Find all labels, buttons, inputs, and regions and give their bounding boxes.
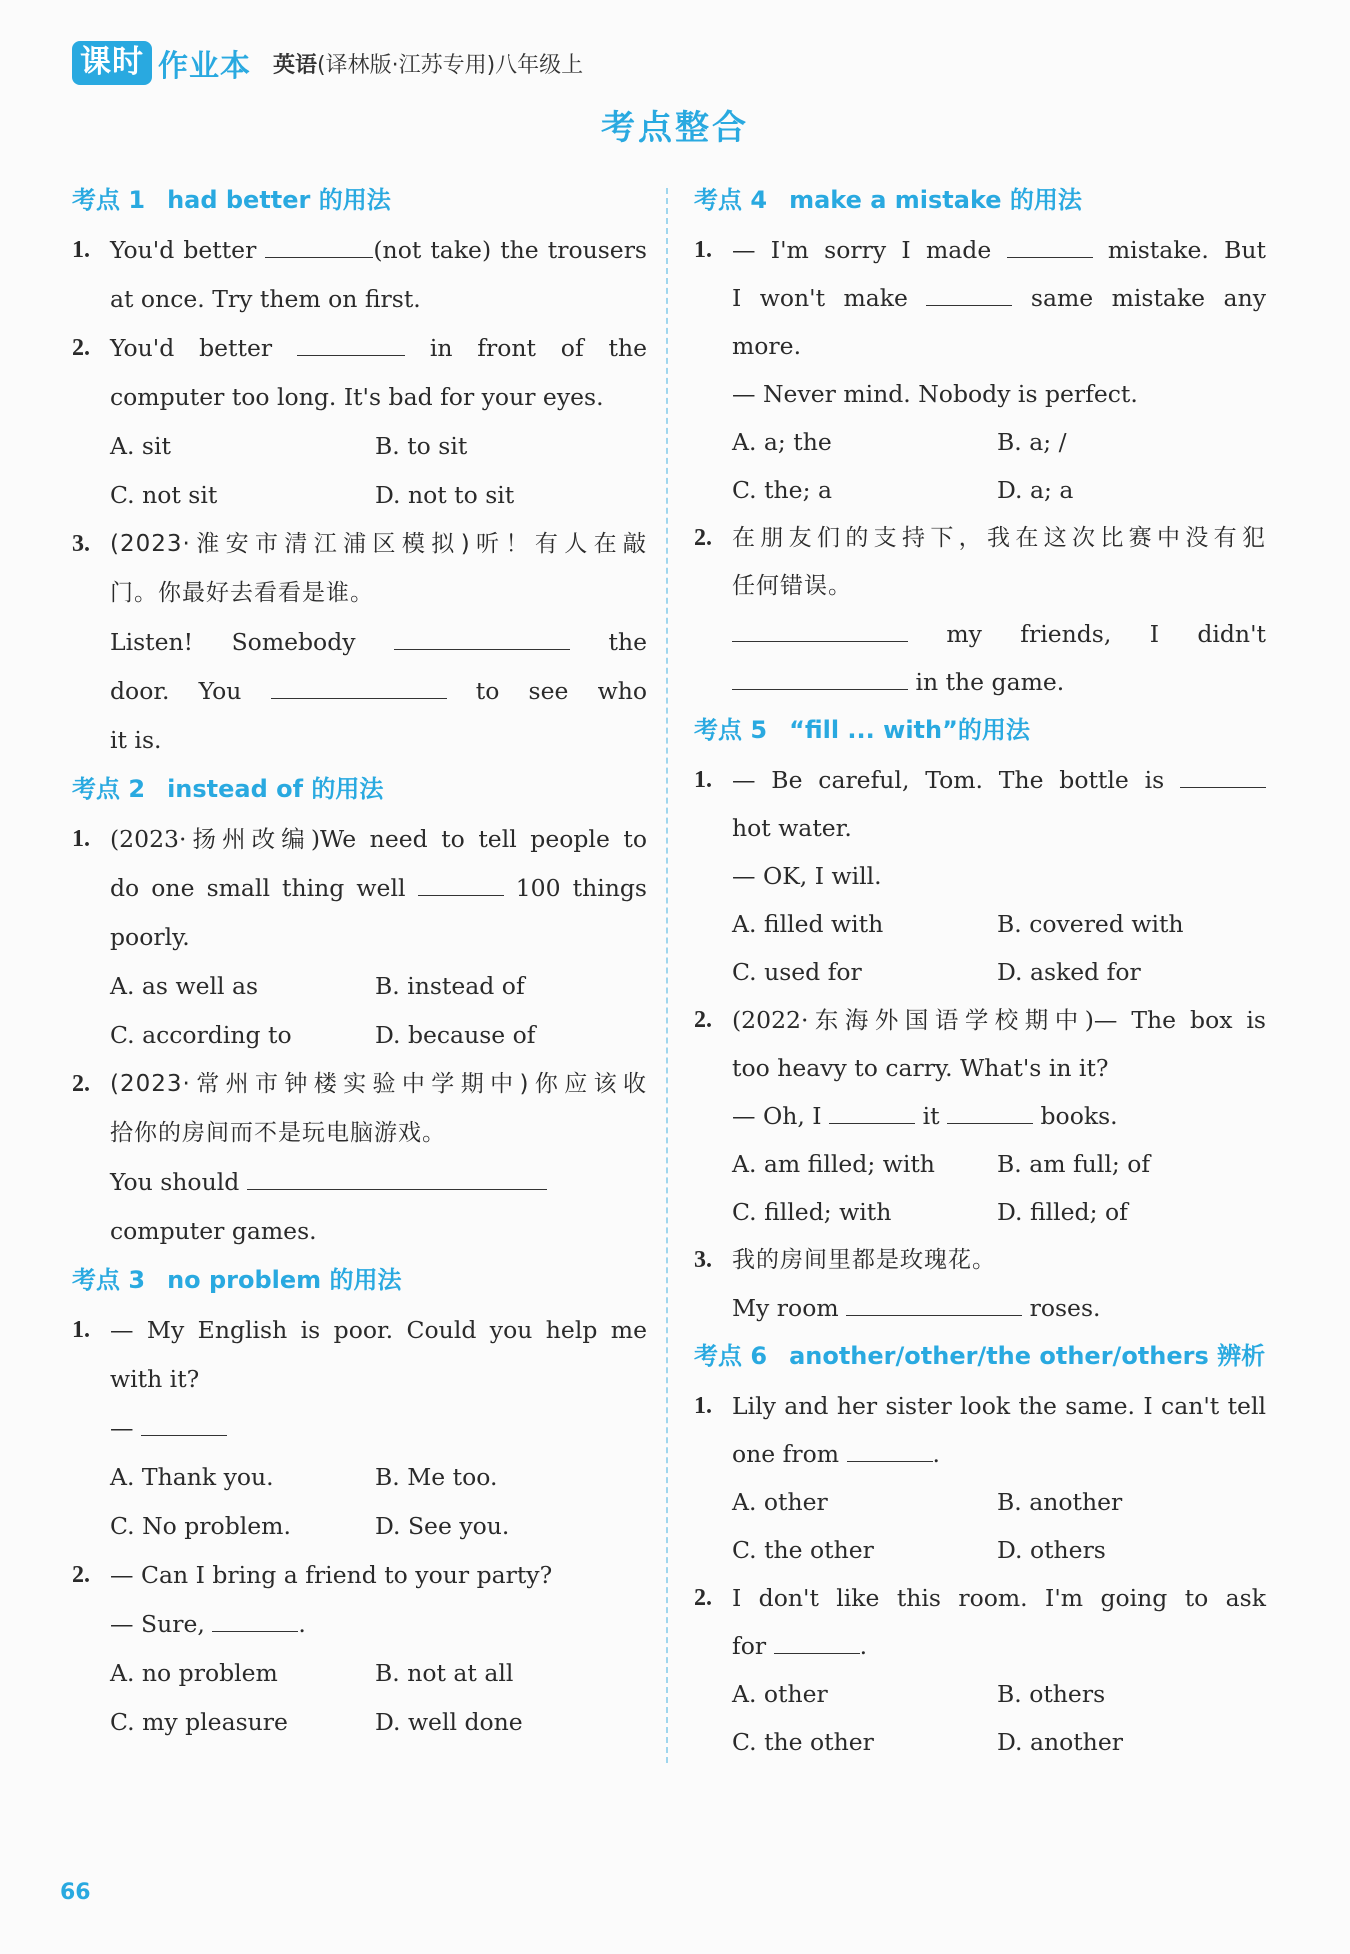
question xyxy=(72,1306,647,1551)
option-a[interactable]: A. a; the xyxy=(732,428,832,456)
question xyxy=(694,514,1266,706)
options-row xyxy=(732,1140,1266,1188)
options-row xyxy=(732,1188,1266,1236)
option-c[interactable]: C. the; a xyxy=(732,476,832,504)
option-d[interactable]: D. well done xyxy=(375,1708,523,1736)
question-text: 拾你的房间而不是玩电脑游戏。 xyxy=(110,1120,446,1146)
option-d[interactable]: D. others xyxy=(997,1536,1106,1564)
section-heading xyxy=(72,1258,647,1302)
question-number: 2. xyxy=(694,1007,712,1033)
question-text: — Be careful, Tom. The bottle is xyxy=(732,766,1165,794)
option-c[interactable]: C. filled; with xyxy=(732,1198,892,1226)
answer-blank[interactable] xyxy=(926,277,1012,306)
question-text: (2023·淮安市清江浦区模拟)听！有人在敲 xyxy=(110,531,647,557)
question xyxy=(72,226,647,324)
option-a[interactable]: A. other xyxy=(732,1488,828,1516)
question-text: — Never mind. Nobody is perfect. xyxy=(732,380,1138,408)
brand-name: 作业本 xyxy=(158,49,251,84)
answer-blank[interactable] xyxy=(829,1095,915,1124)
option-c[interactable]: C. according to xyxy=(110,1021,292,1049)
answer-blank[interactable] xyxy=(265,229,373,258)
question-text: (2023·常州市钟楼实验中学期中)你应该收 xyxy=(110,1071,647,1097)
answer-blank[interactable] xyxy=(1180,759,1266,788)
options-row xyxy=(110,1011,647,1060)
option-b[interactable]: B. others xyxy=(997,1680,1106,1708)
option-c[interactable]: C. the other xyxy=(732,1728,874,1756)
section-heading xyxy=(72,178,647,222)
question-text: 任何错误。 xyxy=(732,573,852,599)
answer-blank[interactable] xyxy=(141,1407,227,1436)
question-text: in the game. xyxy=(915,668,1065,696)
question xyxy=(72,1060,647,1256)
option-b[interactable]: B. am full; of xyxy=(997,1150,1151,1178)
question-text: roses. xyxy=(1029,1294,1101,1322)
question-text: one from xyxy=(732,1440,840,1468)
question-text: hot water. xyxy=(732,814,852,842)
section-title: make a mistake 的用法 xyxy=(789,186,1082,214)
option-c[interactable]: C. not sit xyxy=(110,481,218,509)
question-text: You'd better xyxy=(110,334,273,362)
question-text: Lily and her sister look the same. I can't tell xyxy=(732,1392,1266,1420)
section-title: instead of 的用法 xyxy=(167,775,384,803)
section-heading xyxy=(694,708,1266,752)
section-number: 考点 6 xyxy=(694,1342,768,1370)
section-heading xyxy=(694,1334,1266,1378)
question-number: 2. xyxy=(72,335,90,361)
question-text: You'd better xyxy=(110,236,257,264)
question-text: books. xyxy=(1040,1102,1118,1130)
option-a[interactable]: A. no problem xyxy=(110,1659,278,1687)
question-text: to see who xyxy=(475,677,647,705)
question-text: — My English is poor. Could you help me xyxy=(110,1316,647,1344)
question-number: 1. xyxy=(72,1317,90,1343)
question-number: 2. xyxy=(72,1562,90,1588)
option-a[interactable]: A. Thank you. xyxy=(110,1463,274,1491)
option-b[interactable]: B. another xyxy=(997,1488,1123,1516)
section-heading xyxy=(694,178,1266,222)
section-title: had better 的用法 xyxy=(167,186,391,214)
question-text: — xyxy=(110,1414,134,1442)
question-text: do one small thing well xyxy=(110,874,406,902)
edition: (译林版·江苏专用)八年级上 xyxy=(317,52,584,78)
section-title: “fill ... with”的用法 xyxy=(789,716,1030,744)
answer-blank[interactable] xyxy=(394,621,570,650)
question-number: 2. xyxy=(694,525,712,551)
options-row xyxy=(732,466,1266,514)
question-number: 2. xyxy=(694,1585,712,1611)
options-row xyxy=(732,900,1266,948)
option-a[interactable]: A. am filled; with xyxy=(732,1150,935,1178)
answer-blank[interactable] xyxy=(774,1625,860,1654)
section-number: 考点 5 xyxy=(694,716,768,744)
question xyxy=(694,226,1266,514)
option-c[interactable]: C. the other xyxy=(732,1536,874,1564)
option-a[interactable]: A. other xyxy=(732,1680,828,1708)
question-text: . xyxy=(932,1440,940,1468)
question-text: 在朋友们的支持下，我在这次比赛中没有犯 xyxy=(732,525,1266,551)
question-text: — OK, I will. xyxy=(732,862,882,890)
question-number: 2. xyxy=(72,1071,90,1097)
question-number: 1. xyxy=(694,1393,712,1419)
question-text: I don't like this room. I'm going to ask xyxy=(732,1584,1266,1612)
options-row xyxy=(110,1649,647,1698)
options-row xyxy=(732,948,1266,996)
question-text: (2022·东海外国语学校期中)— The box is xyxy=(732,1006,1266,1034)
question-number: 1. xyxy=(694,237,712,263)
question xyxy=(694,996,1266,1236)
options-row xyxy=(110,962,647,1011)
question-text: computer too long. It's bad for your eyes. xyxy=(110,383,604,411)
question-text: in front of the xyxy=(429,334,647,362)
question-text: — Oh, I xyxy=(732,1102,822,1130)
section-heading xyxy=(72,767,647,811)
question-number: 1. xyxy=(72,826,90,852)
option-c[interactable]: C. No problem. xyxy=(110,1512,291,1540)
subject: 英语 xyxy=(273,52,318,78)
option-d[interactable]: D. because of xyxy=(375,1021,536,1049)
options-row xyxy=(110,1698,647,1747)
question-text: it xyxy=(922,1102,940,1130)
option-c[interactable]: C. used for xyxy=(732,958,862,986)
option-b[interactable]: B. not at all xyxy=(375,1659,514,1687)
question-text: 我的房间里都是玫瑰花。 xyxy=(732,1247,996,1273)
page-title: 考点整合 xyxy=(601,108,749,148)
question xyxy=(72,324,647,520)
question-text: You should xyxy=(110,1168,240,1196)
question xyxy=(72,815,647,1060)
question-text: — I'm sorry I made xyxy=(732,236,992,264)
section-number: 考点 4 xyxy=(694,186,768,214)
answer-blank[interactable] xyxy=(732,661,908,690)
question-text: . xyxy=(298,1610,306,1638)
book-info xyxy=(273,48,583,79)
question-text: more. xyxy=(732,332,802,360)
options-row xyxy=(110,1453,647,1502)
option-d[interactable]: D. See you. xyxy=(375,1512,510,1540)
answer-blank[interactable] xyxy=(732,613,908,642)
answer-blank[interactable] xyxy=(212,1603,298,1632)
section-title: no problem 的用法 xyxy=(167,1266,402,1294)
options-row xyxy=(732,1478,1266,1526)
question-text: (not take) the trousers xyxy=(373,236,647,264)
question-text: — Can I bring a friend to your party? xyxy=(110,1561,553,1589)
question-number: 3. xyxy=(72,531,90,557)
question-text: . xyxy=(859,1632,868,1660)
question-text: at once. Try them on first. xyxy=(110,285,421,313)
page-number: 66 xyxy=(60,1880,91,1905)
question-text: with it? xyxy=(110,1365,200,1393)
options-row xyxy=(110,471,647,520)
answer-blank[interactable] xyxy=(247,1161,547,1190)
question-text: mistake. But xyxy=(1107,236,1266,264)
question-text: my friends, I didn't xyxy=(946,620,1266,648)
option-b[interactable]: B. to sit xyxy=(375,432,468,460)
options-row xyxy=(110,422,647,471)
question xyxy=(694,1574,1266,1766)
answer-blank[interactable] xyxy=(271,670,447,699)
option-b[interactable]: B. instead of xyxy=(375,972,525,1000)
option-c[interactable]: C. my pleasure xyxy=(110,1708,288,1736)
answer-blank[interactable] xyxy=(847,1433,933,1462)
options-row xyxy=(732,1670,1266,1718)
section-number: 考点 1 xyxy=(72,186,146,214)
question-text: the xyxy=(608,628,647,656)
options-row xyxy=(732,1718,1266,1766)
question-text: door. You xyxy=(110,677,242,705)
question xyxy=(694,1382,1266,1574)
question-text: Listen! Somebody xyxy=(110,628,356,656)
option-d[interactable]: D. asked for xyxy=(997,958,1141,986)
right-column xyxy=(694,176,1266,1766)
question-text: same mistake any xyxy=(1030,284,1266,312)
option-d[interactable]: D. not to sit xyxy=(375,481,515,509)
options-row xyxy=(732,1526,1266,1574)
section-number: 考点 3 xyxy=(72,1266,146,1294)
question-text: it is. xyxy=(110,726,162,754)
answer-blank[interactable] xyxy=(947,1095,1033,1124)
answer-blank[interactable] xyxy=(418,867,504,896)
brand-logo: 课时 xyxy=(72,41,152,85)
question-number: 1. xyxy=(72,237,90,263)
page-header xyxy=(72,38,583,88)
options-row xyxy=(110,1502,647,1551)
options-row xyxy=(732,418,1266,466)
question-text: for xyxy=(732,1632,767,1660)
question xyxy=(694,756,1266,996)
question-text: — Sure, xyxy=(110,1610,205,1638)
option-d[interactable]: D. another xyxy=(997,1728,1123,1756)
section-number: 考点 2 xyxy=(72,775,146,803)
option-a[interactable]: A. filled with xyxy=(732,910,884,938)
question-number: 3. xyxy=(694,1247,712,1273)
question-text: 门。你最好去看看是谁。 xyxy=(110,580,374,606)
question-text: computer games. xyxy=(110,1217,317,1245)
question xyxy=(72,520,647,765)
answer-blank[interactable] xyxy=(1007,229,1093,258)
option-b[interactable]: B. Me too. xyxy=(375,1463,498,1491)
question-text: I won't make xyxy=(732,284,908,312)
question xyxy=(694,1236,1266,1332)
question-text: 100 things xyxy=(515,874,647,902)
question-text: My room xyxy=(732,1294,839,1322)
option-b[interactable]: B. a; / xyxy=(997,428,1067,456)
option-b[interactable]: B. covered with xyxy=(997,910,1184,938)
option-a[interactable]: A. as well as xyxy=(110,972,259,1000)
option-a[interactable]: A. sit xyxy=(110,432,171,460)
question-number: 1. xyxy=(694,767,712,793)
question-text: poorly. xyxy=(110,923,190,951)
question xyxy=(72,1551,647,1747)
option-d[interactable]: D. a; a xyxy=(997,476,1074,504)
option-d[interactable]: D. filled; of xyxy=(997,1198,1128,1226)
answer-blank[interactable] xyxy=(846,1287,1022,1316)
question-text: too heavy to carry. What's in it? xyxy=(732,1054,1109,1082)
section-title: another/other/the other/others 辨析 xyxy=(789,1342,1266,1370)
left-column xyxy=(72,176,647,1747)
column-divider xyxy=(666,188,668,1763)
answer-blank[interactable] xyxy=(297,327,405,356)
question-text: (2023·扬州改编)We need to tell people to xyxy=(110,825,647,853)
